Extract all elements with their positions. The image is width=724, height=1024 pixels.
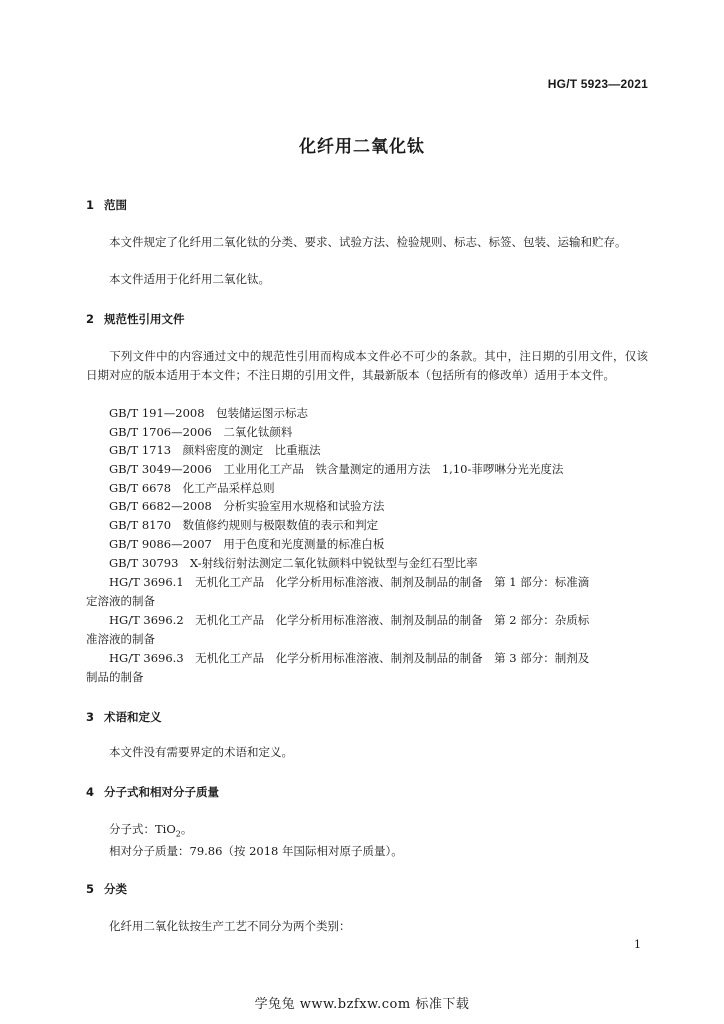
reference-item: GB/T 6678 化工产品采样总则: [109, 481, 275, 495]
standard-code: HG/T 5923—2021: [547, 77, 648, 91]
section-1-paragraph-2: 本文件适用于化纤用二氧化钛。: [109, 272, 270, 286]
molecular-formula: 分子式：TiO$_2$。: [109, 822, 193, 839]
molecular-mass: 相对分子质量：79.86（按 2018 年国际相对原子质量）。: [109, 844, 403, 858]
reference-item-hg-1-cont: 定溶液的制备: [86, 594, 155, 608]
reference-item-hg-2: HG/T 3696.2 无机化工产品 化学分析用标准溶液、制剂及制品的制备 第 2 部分：杂质标: [109, 613, 590, 627]
reference-item: GB/T 30793 X-射线衍射法测定二氧化钛颜料中锐钛型与金红石型比率: [109, 556, 478, 570]
reference-item: GB/T 6682—2008 分析实验室用水规格和试验方法: [109, 499, 385, 513]
page-number: 1: [634, 938, 641, 951]
section-3-paragraph: 本文件没有需要界定的术语和定义。: [109, 745, 293, 759]
section-2-intro: 下列文件中的内容通过文中的规范性引用而构成本文件必不可少的条款。其中，注日期的引用文件，仅该日期对应的版本适用于本文件；不注日期的引用文件，其最新版本（包括所有的修改单）适用于本文件。: [86, 349, 648, 382]
reference-item: GB/T 8170 数值修约规则与极限数值的表示和判定: [109, 518, 379, 532]
reference-item: GB/T 9086—2007 用于色度和光度测量的标准白板: [109, 537, 385, 551]
watermark-footer: 学兔兔 www.bzfxw.com 标准下载: [254, 997, 470, 1012]
section-1-paragraph-1: 本文件规定了化纤用二氧化钛的分类、要求、试验方法、检验规则、标志、标签、包装、运输和贮存。: [109, 235, 627, 249]
section-1-heading: 1 范围: [86, 198, 127, 212]
reference-item: GB/T 3049—2006 工业用化工产品 铁含量测定的通用方法 1,10-菲啰啉分光光度法: [109, 462, 564, 476]
reference-item: GB/T 191—2008 包装储运图示标志: [109, 406, 309, 420]
reference-item-hg-3-cont: 制品的制备: [86, 670, 144, 684]
reference-item: GB/T 1713 颜料密度的测定 比重瓶法: [109, 443, 321, 457]
section-2-heading: 2 规范性引用文件: [86, 312, 185, 326]
reference-item-hg-1: HG/T 3696.1 无机化工产品 化学分析用标准溶液、制剂及制品的制备 第 1 部分：标准滴: [109, 575, 590, 589]
document-title: 化纤用二氧化钛: [299, 137, 425, 157]
reference-item-hg-3: HG/T 3696.3 无机化工产品 化学分析用标准溶液、制剂及制品的制备 第 3 部分：制剂及: [109, 651, 590, 665]
section-5-paragraph: 化纤用二氧化钛按生产工艺不同分为两个类别：: [109, 919, 351, 933]
reference-item: GB/T 1706—2006 二氧化钛颜料: [109, 425, 293, 439]
reference-item-hg-2-cont: 准溶液的制备: [86, 632, 155, 646]
section-5-heading: 5 分类: [86, 882, 127, 896]
section-3-heading: 3 术语和定义: [86, 710, 162, 724]
section-4-heading: 4 分子式和相对分子质量: [86, 785, 219, 799]
